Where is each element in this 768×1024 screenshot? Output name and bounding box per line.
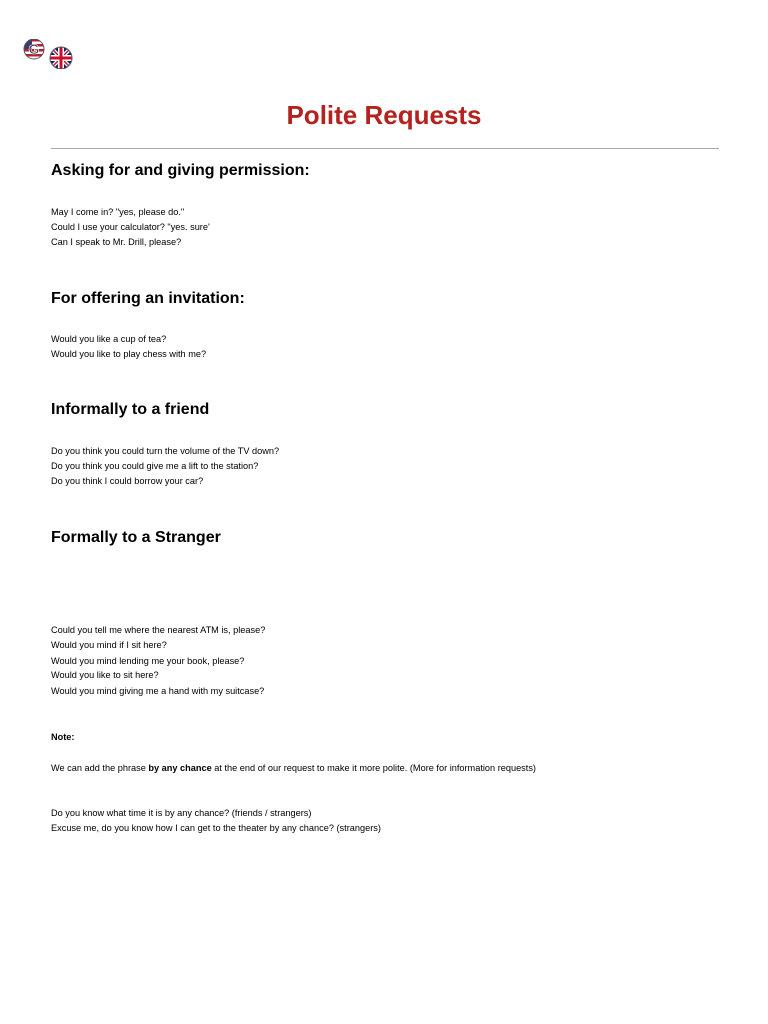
section-heading-formal: Formally to a Stranger: [51, 529, 221, 546]
section-line: Can I speak to Mr. Drill, please?: [51, 237, 182, 247]
note-text: [51, 763, 536, 773]
section-line: Would you mind giving me a hand with my suitcase?: [51, 686, 265, 696]
section-line: Would you like to sit here?: [51, 670, 159, 680]
section-line: Do you think I could borrow your car?: [51, 476, 204, 486]
note-text-after: at the end of our request to make it more polite. (More for information requests): [211, 763, 536, 773]
title-divider: [51, 148, 719, 149]
note-example: Do you know what time it is by any chance? (friends / strangers): [51, 808, 312, 818]
section-line: Could you tell me where the nearest ATM is, please?: [51, 625, 266, 635]
section-line: Would you like a cup of tea?: [51, 334, 167, 344]
note-example: Excuse me, do you know how I can get to the theater by any chance? (strangers): [51, 823, 381, 833]
note-label: Note:: [51, 732, 75, 742]
section-line: Do you think you could turn the volume of the TV down?: [51, 446, 280, 456]
note-text-before: We can add the phrase: [51, 763, 149, 773]
page-title: Polite Requests: [286, 100, 482, 130]
gb-flag-logo-icon: [21, 39, 75, 69]
section-line: Would you mind if I sit here?: [51, 640, 167, 650]
section-line: Do you think you could give me a lift to the station?: [51, 461, 259, 471]
section-heading-invitation: For offering an invitation:: [51, 290, 245, 307]
section-heading-permission: Asking for and giving permission:: [51, 162, 310, 179]
section-line: Could I use your calculator? "yes. sure': [51, 222, 210, 232]
section-line: Would you mind lending me your book, please?: [51, 656, 245, 666]
section-line: Would you like to play chess with me?: [51, 349, 207, 359]
section-line: May I come in? "yes, please do.": [51, 207, 185, 217]
svg-text:G: G: [28, 41, 40, 57]
section-heading-informal: Informally to a friend: [51, 401, 210, 418]
note-phrase: by any chance: [148, 763, 212, 773]
